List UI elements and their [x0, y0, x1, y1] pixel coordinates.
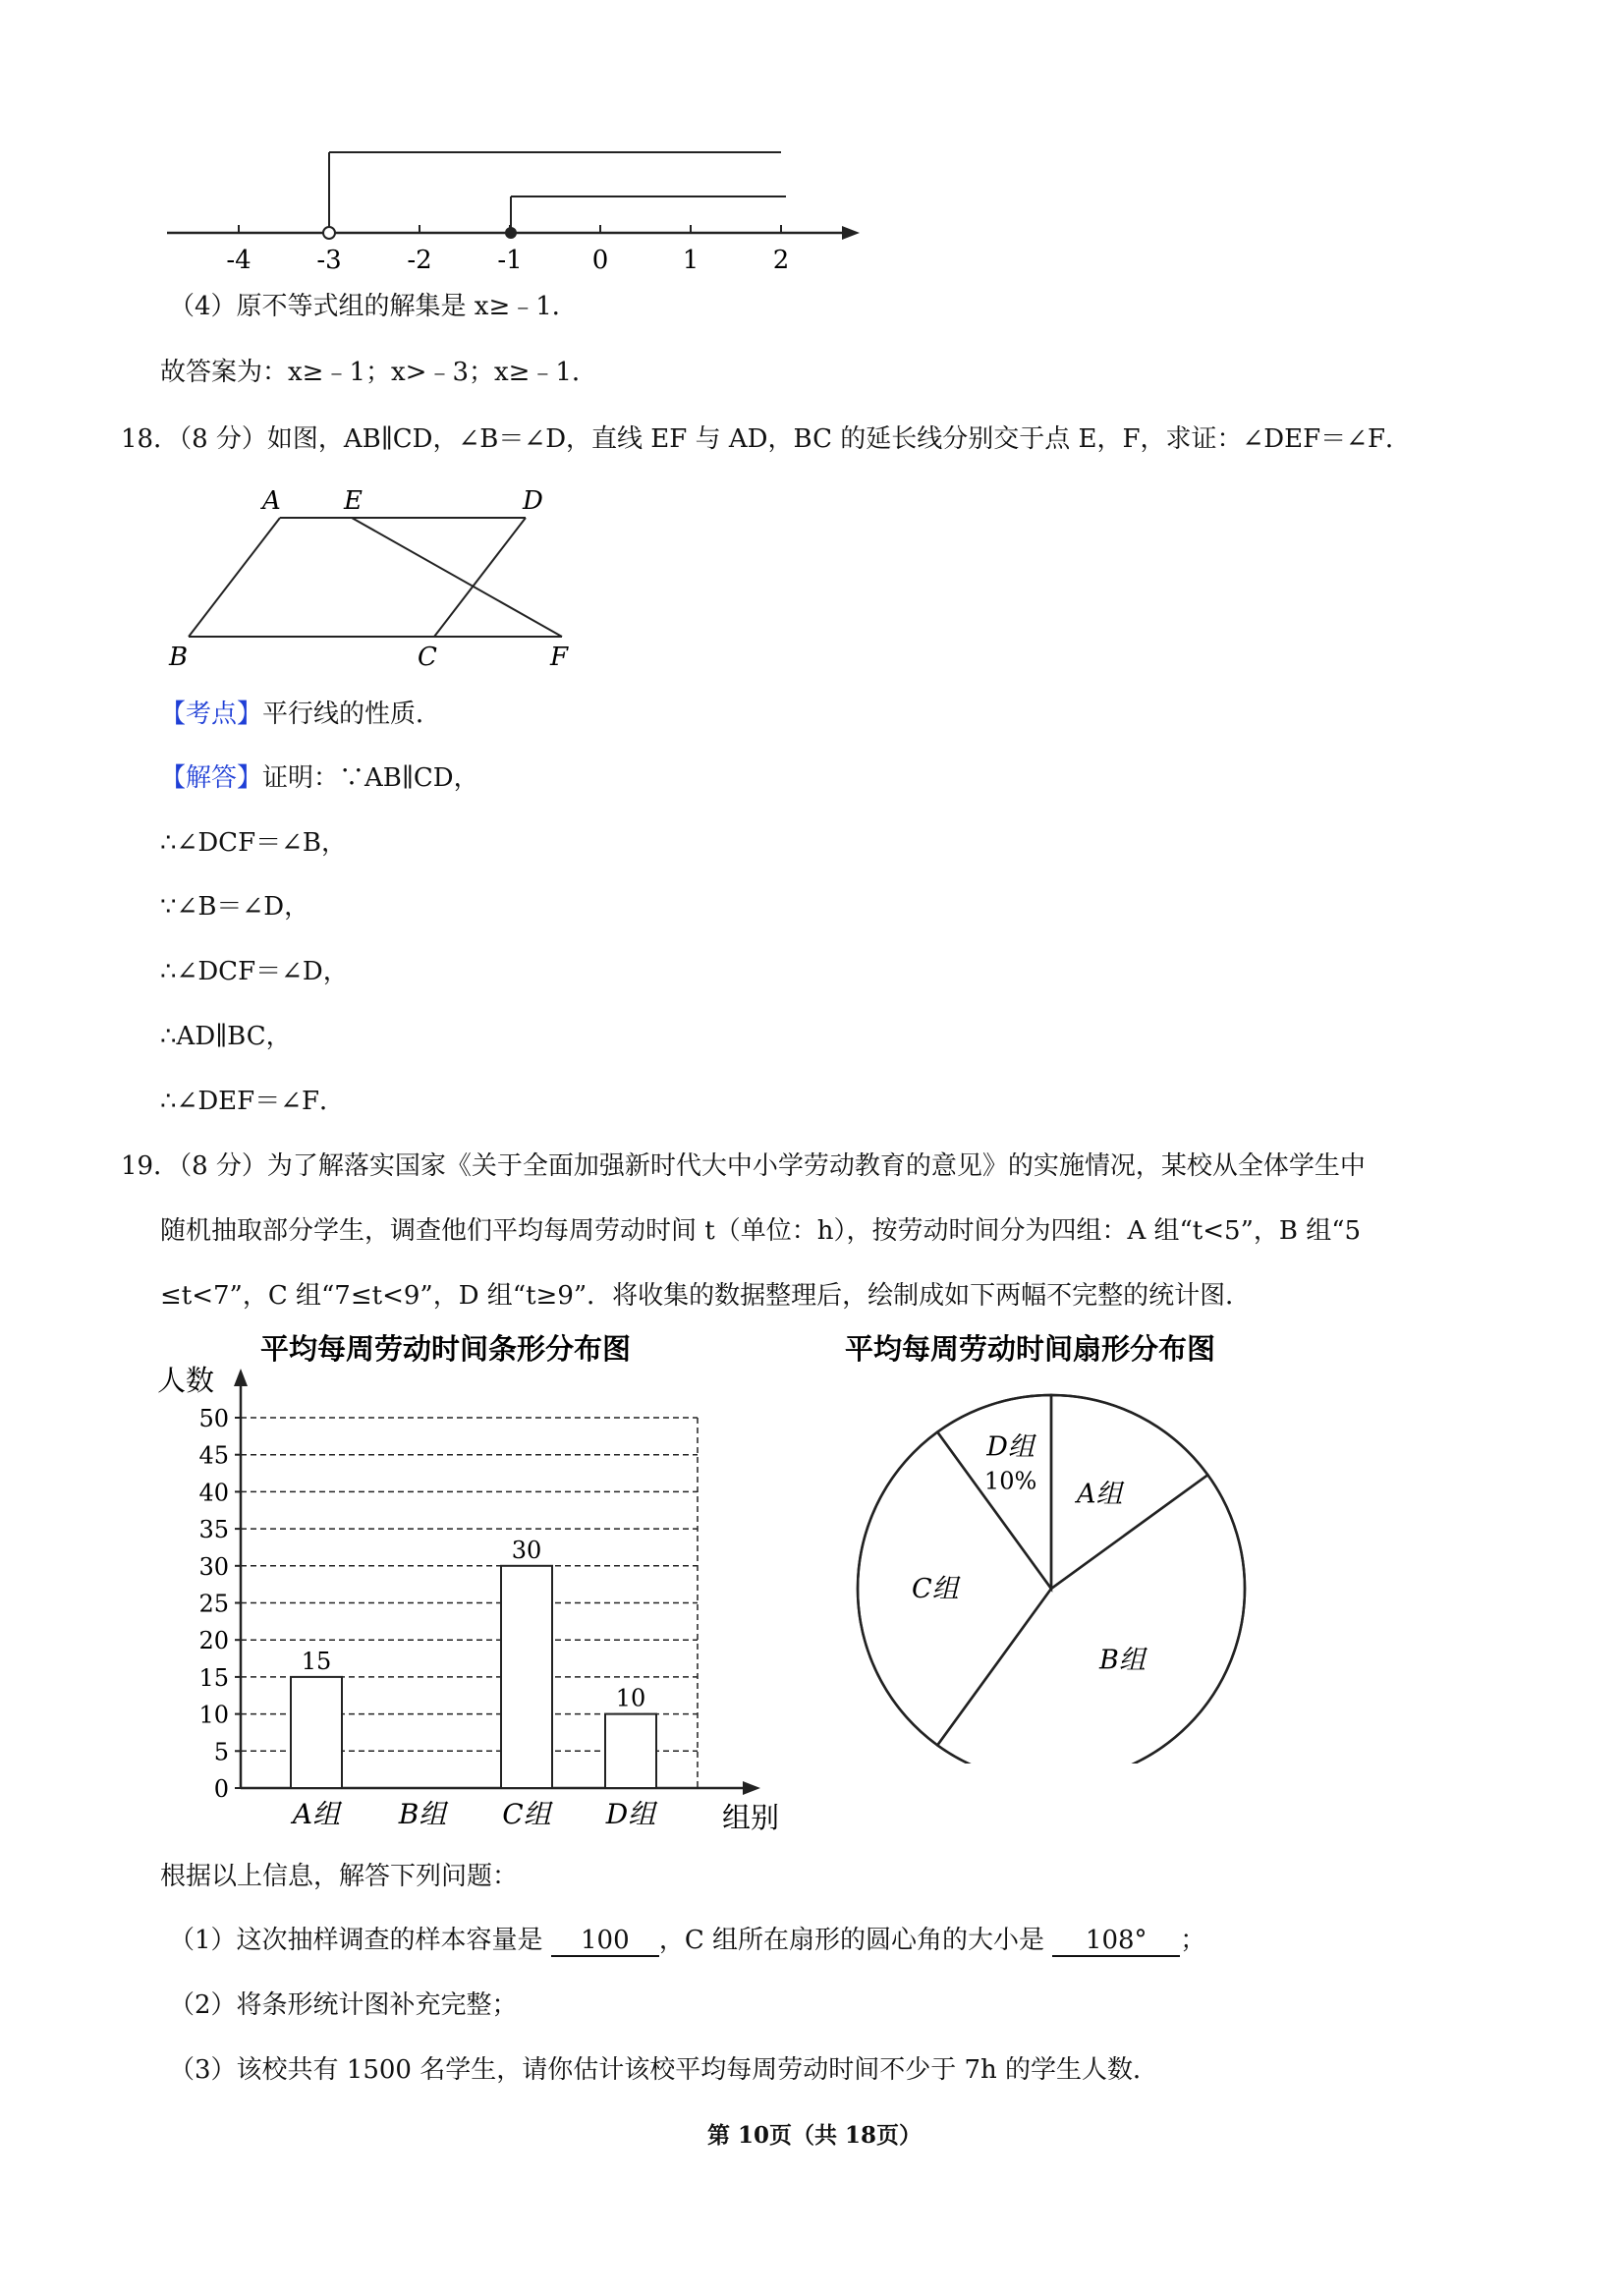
answer-blank-2: 108°: [1052, 1926, 1180, 1957]
question-18: 18．（8 分）如图，AB∥CD，∠B＝∠D，直线 EF 与 AD，BC 的延长线分别交于点 E，F，求证：∠DEF＝∠F．: [121, 424, 1411, 454]
pie-chart-title: 平均每周劳动时间扇形分布图: [845, 1332, 1216, 1366]
answer-blank-1: 100: [551, 1926, 659, 1957]
y-tick-label: 20: [198, 1627, 229, 1655]
x-axis-arrow: [743, 1781, 760, 1795]
proof-step-2: ∵∠B＝∠D，: [160, 892, 310, 922]
question-19-line3: ≤t<7”，C 组“7≤t<9”，D 组“t≥9”．将收集的数据整理后，绘制成如下两幅不完整的统计图．: [160, 1281, 1252, 1311]
number-line: [157, 142, 874, 280]
y-tick-label: 0: [213, 1775, 229, 1803]
bar: [291, 1677, 342, 1788]
proof-step-5: ∴∠DEF＝∠F．: [160, 1087, 346, 1116]
pie-slice-label: D组: [986, 1431, 1035, 1463]
pie-slice-label: B组: [1099, 1645, 1146, 1676]
number-line-tick-label: -1: [497, 246, 523, 275]
x-tick-label: D组: [605, 1798, 656, 1830]
label-b: B: [169, 643, 189, 672]
bar-value-label: 15: [301, 1647, 332, 1675]
y-tick-label: 25: [198, 1590, 229, 1618]
x-tick-label: C组: [502, 1798, 551, 1830]
number-line-tick-label: 2: [772, 246, 790, 275]
y-tick-label: 50: [198, 1405, 229, 1432]
x-tick-label: B组: [398, 1798, 447, 1830]
label-d: D: [523, 486, 543, 516]
bar-chart: [147, 1321, 796, 1852]
kaodian-line: [160, 698, 441, 731]
kaodian-text: 平行线的性质．: [262, 700, 442, 729]
bar-chart-xlabel: 组别: [722, 1801, 780, 1834]
pie-slice-percent: 10%: [983, 1467, 1037, 1495]
sub1-part-b: ，C 组所在扇形的圆心角的大小是: [658, 1926, 1044, 1955]
sub1-part-c: ；: [1180, 1926, 1206, 1955]
proof-step-4: ∴AD∥BC，: [160, 1022, 292, 1051]
closed-point: [505, 227, 517, 239]
pie-chart: [845, 1321, 1277, 1764]
number-line-tick-label: -2: [407, 246, 432, 275]
jieda-line: [160, 761, 479, 795]
open-point: [323, 227, 335, 239]
y-tick-label: 5: [213, 1738, 229, 1766]
y-tick-label: 10: [198, 1701, 229, 1729]
question-19-line1: 19．（8 分）为了解落实国家《关于全面加强新时代大中小学劳动教育的意见》的实施情况，某校从全体学生中: [121, 1151, 1366, 1181]
label-f: F: [550, 643, 569, 672]
kaodian-tag: 【考点】: [160, 700, 263, 729]
y-axis-arrow: [234, 1369, 248, 1386]
label-c: C: [418, 643, 437, 672]
bar-chart-title: 平均每周劳动时间条形分布图: [260, 1332, 632, 1366]
pie-slice-label: A组: [1076, 1479, 1123, 1510]
question-19-line2: 随机抽取部分学生，调查他们平均每周劳动时间 t（单位：h），按劳动时间分为四组：A 组“t<5”，B 组“5: [160, 1216, 1362, 1246]
parallelogram-figure: [157, 476, 589, 683]
sub-question-2: （2）将条形统计图补充完整；: [169, 1990, 518, 2020]
intro-text: 根据以上信息，解答下列问题：: [160, 1862, 519, 1891]
sub1-part-a: （1）这次抽样调查的样本容量是: [169, 1926, 543, 1955]
page-footer: 第 10页（共 18页）: [707, 2122, 923, 2149]
y-tick-label: 40: [198, 1479, 229, 1507]
number-line-tick-label: -4: [226, 246, 252, 275]
jieda-tag: 【解答】: [160, 763, 263, 793]
sub-question-3: （3）该校共有 1500 名学生，请你估计该校平均每周劳动时间不少于 7h 的学生人数．: [169, 2055, 1159, 2085]
solution-text: （4）原不等式组的解集是 x≥﹣1．: [169, 292, 578, 321]
number-line-tick-label: -3: [316, 246, 342, 275]
x-tick-label: A组: [292, 1798, 341, 1830]
number-line-tick-label: 1: [682, 246, 700, 275]
sub-question-1: [169, 1924, 1205, 1957]
number-line-tick-label: 0: [591, 246, 609, 275]
bar-value-label: 10: [615, 1684, 646, 1712]
proof-step-1: ∴∠DCF＝∠B，: [160, 828, 347, 858]
y-tick-label: 30: [198, 1552, 229, 1581]
y-tick-label: 15: [198, 1663, 229, 1692]
label-a: A: [262, 486, 281, 516]
bar-value-label: 30: [511, 1536, 542, 1564]
pie-slice-label: C组: [911, 1574, 959, 1604]
answer-text: 故答案为：x≥﹣1；x>﹣3；x≥﹣1．: [160, 358, 597, 387]
y-tick-label: 35: [198, 1516, 229, 1544]
proof-step-3: ∴∠DCF＝∠D，: [160, 957, 349, 986]
jieda-text: 证明：∵AB∥CD，: [262, 763, 479, 793]
label-e: E: [344, 486, 363, 516]
bar-chart-ylabel: 人数: [157, 1364, 215, 1397]
y-tick-label: 45: [198, 1441, 229, 1470]
bar: [501, 1566, 552, 1788]
bar: [605, 1714, 656, 1788]
